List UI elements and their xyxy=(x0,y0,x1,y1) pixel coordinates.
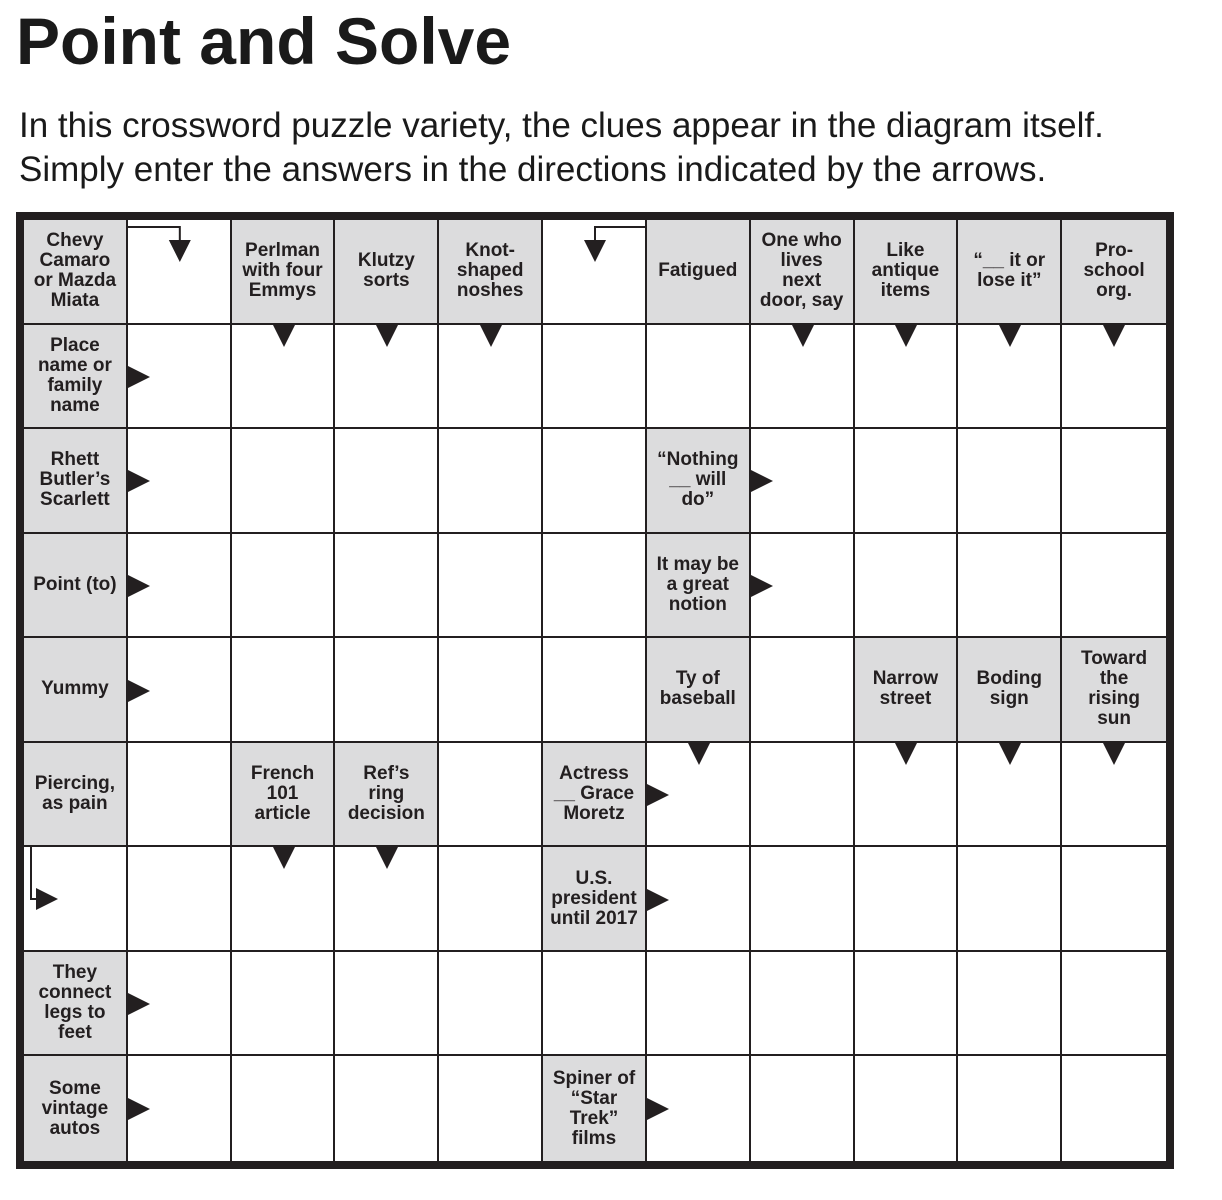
down-arrow-icon xyxy=(792,325,814,347)
bent-arrow-left-down-icon xyxy=(543,220,647,325)
answer-cell[interactable] xyxy=(335,638,439,743)
right-arrow-icon xyxy=(128,1098,150,1120)
right-arrow-icon xyxy=(128,680,150,702)
clue-cell-refs-ring xyxy=(335,743,439,848)
down-arrow-icon xyxy=(895,325,917,347)
clue-cell-rising-sun xyxy=(1062,638,1166,743)
answer-cell[interactable] xyxy=(439,847,543,952)
clue-cell-one-who-lives xyxy=(751,220,855,325)
right-arrow-icon xyxy=(128,993,150,1015)
right-arrow-icon xyxy=(128,470,150,492)
clue-cell-connect-legs xyxy=(24,952,128,1057)
answer-cell[interactable] xyxy=(958,1056,1062,1161)
clue-text: Piercing, as pain xyxy=(34,773,116,815)
answer-cell[interactable] xyxy=(958,429,1062,534)
clue-text: Toward the rising sun xyxy=(1081,648,1148,730)
instructions-line-1: In this crossword puzzle variety, the clues appear in the diagram itself. xyxy=(19,106,1104,145)
answer-cell[interactable] xyxy=(439,743,543,848)
clue-text: Narrow street xyxy=(872,668,939,710)
clue-cell-it-or-lose-it xyxy=(958,220,1062,325)
clue-cell-klutzy xyxy=(335,220,439,325)
answer-cell[interactable] xyxy=(232,534,336,639)
answer-cell[interactable] xyxy=(439,429,543,534)
answer-cell[interactable] xyxy=(439,952,543,1057)
answer-cell[interactable] xyxy=(958,952,1062,1057)
clue-cell-fatigued xyxy=(647,220,751,325)
answer-cell[interactable] xyxy=(751,638,855,743)
answer-cell[interactable] xyxy=(1062,534,1166,639)
clue-text: Actress __ Grace Moretz xyxy=(553,763,635,825)
clue-text: They connect legs to feet xyxy=(38,962,112,1044)
answer-cell[interactable] xyxy=(543,429,647,534)
down-arrow-icon xyxy=(1103,325,1125,347)
clue-text: Fatigued xyxy=(658,260,738,282)
clue-cell-rhett xyxy=(24,429,128,534)
clue-text: It may be a great notion xyxy=(656,553,739,615)
clue-text: Chevy Camaro or Mazda Miata xyxy=(33,230,117,312)
clue-text: Yummy xyxy=(41,678,109,700)
answer-cell[interactable] xyxy=(751,847,855,952)
answer-cell[interactable] xyxy=(128,847,232,952)
clue-text: Boding sign xyxy=(976,668,1042,710)
down-arrow-icon xyxy=(273,847,295,869)
bent-arrow-right-down-icon xyxy=(128,220,232,325)
clue-cell-french-101 xyxy=(232,743,336,848)
clue-cell-ty-of-baseball xyxy=(647,638,751,743)
answer-cell[interactable] xyxy=(543,952,647,1057)
clue-cell-nothing-will-do xyxy=(647,429,751,534)
clue-text: U.S. president until 2017 xyxy=(550,867,638,929)
answer-cell[interactable] xyxy=(751,952,855,1057)
right-arrow-icon xyxy=(751,470,773,492)
right-arrow-icon xyxy=(647,1098,669,1120)
clue-cell-us-president xyxy=(543,847,647,952)
clue-cell-piercing xyxy=(24,743,128,848)
answer-cell[interactable] xyxy=(751,1056,855,1161)
answer-cell[interactable] xyxy=(439,1056,543,1161)
answer-cell[interactable] xyxy=(855,847,959,952)
clue-cell-great-notion xyxy=(647,534,751,639)
crossword-grid xyxy=(16,212,1174,1169)
answer-cell[interactable] xyxy=(232,638,336,743)
answer-cell[interactable] xyxy=(855,429,959,534)
answer-cell[interactable] xyxy=(751,743,855,848)
clue-cell-like-antique xyxy=(855,220,959,325)
down-arrow-icon xyxy=(376,325,398,347)
instructions xyxy=(19,104,1104,192)
bent-arrow-down-right-icon xyxy=(24,847,128,952)
answer-cell[interactable] xyxy=(543,325,647,430)
answer-cell[interactable] xyxy=(128,743,232,848)
answer-cell[interactable] xyxy=(958,534,1062,639)
clue-text: Place name or family name xyxy=(37,334,112,416)
clue-cell-knot xyxy=(439,220,543,325)
answer-cell[interactable] xyxy=(647,952,751,1057)
answer-cell[interactable] xyxy=(543,638,647,743)
clue-text: Point (to) xyxy=(33,573,117,595)
clue-text: Knot- shaped noshes xyxy=(456,240,524,302)
clue-text: Ty of baseball xyxy=(659,668,736,710)
clue-text: Perlman with four Emmys xyxy=(242,240,323,302)
right-arrow-icon xyxy=(128,575,150,597)
clue-text: Ref’s ring decision xyxy=(347,763,425,825)
answer-cell[interactable] xyxy=(335,534,439,639)
right-arrow-icon xyxy=(647,784,669,806)
down-arrow-icon xyxy=(1103,743,1125,765)
clue-text: Pro- school org. xyxy=(1083,240,1145,302)
down-arrow-icon xyxy=(999,743,1021,765)
answer-cell[interactable] xyxy=(232,952,336,1057)
down-arrow-icon xyxy=(895,743,917,765)
answer-cell[interactable] xyxy=(1062,847,1166,952)
right-arrow-icon xyxy=(751,575,773,597)
clue-cell-yummy xyxy=(24,638,128,743)
clue-cell-pro-school xyxy=(1062,220,1166,325)
clue-text: Klutzy sorts xyxy=(357,250,415,292)
answer-cell[interactable] xyxy=(232,1056,336,1161)
instructions-line-2: Simply enter the answers in the directions indicated by the arrows. xyxy=(19,150,1047,189)
clue-cell-point-to xyxy=(24,534,128,639)
down-arrow-icon xyxy=(376,847,398,869)
clue-cell-place-name xyxy=(24,325,128,430)
answer-cell[interactable] xyxy=(1062,1056,1166,1161)
down-arrow-icon xyxy=(273,325,295,347)
right-arrow-icon xyxy=(128,366,150,388)
clue-text: “__ it or lose it” xyxy=(973,250,1046,292)
clue-text: Like antique items xyxy=(871,240,940,302)
answer-cell[interactable] xyxy=(647,325,751,430)
answer-cell[interactable] xyxy=(543,534,647,639)
clue-text: “Nothing __ will do” xyxy=(657,449,739,511)
clue-text: One who lives next door, say xyxy=(759,230,844,312)
down-arrow-icon xyxy=(480,325,502,347)
answer-cell[interactable] xyxy=(335,429,439,534)
answer-cell[interactable] xyxy=(439,638,543,743)
answer-cell[interactable] xyxy=(855,534,959,639)
clue-cell-perlman xyxy=(232,220,336,325)
clue-text: Spiner of “Star Trek” films xyxy=(552,1067,636,1149)
clue-text: Some vintage autos xyxy=(41,1077,109,1139)
answer-cell[interactable] xyxy=(1062,429,1166,534)
answer-cell[interactable] xyxy=(855,952,959,1057)
answer-cell[interactable] xyxy=(232,429,336,534)
clue-cell-chevy xyxy=(24,220,128,325)
answer-cell[interactable] xyxy=(958,847,1062,952)
clue-text: French 101 article xyxy=(250,763,315,825)
clue-cell-vintage-autos xyxy=(24,1056,128,1161)
clue-text: Rhett Butler’s Scarlett xyxy=(39,449,111,511)
answer-cell[interactable] xyxy=(855,1056,959,1161)
clue-cell-boding-sign xyxy=(958,638,1062,743)
down-arrow-icon xyxy=(688,743,710,765)
clue-cell-spiner xyxy=(543,1056,647,1161)
answer-cell[interactable] xyxy=(439,534,543,639)
down-arrow-icon xyxy=(999,325,1021,347)
answer-cell[interactable] xyxy=(335,1056,439,1161)
answer-cell[interactable] xyxy=(335,952,439,1057)
right-arrow-icon xyxy=(647,889,669,911)
clue-cell-actress xyxy=(543,743,647,848)
answer-cell[interactable] xyxy=(1062,952,1166,1057)
page-title: Point and Solve xyxy=(16,4,512,78)
clue-cell-narrow-street xyxy=(855,638,959,743)
